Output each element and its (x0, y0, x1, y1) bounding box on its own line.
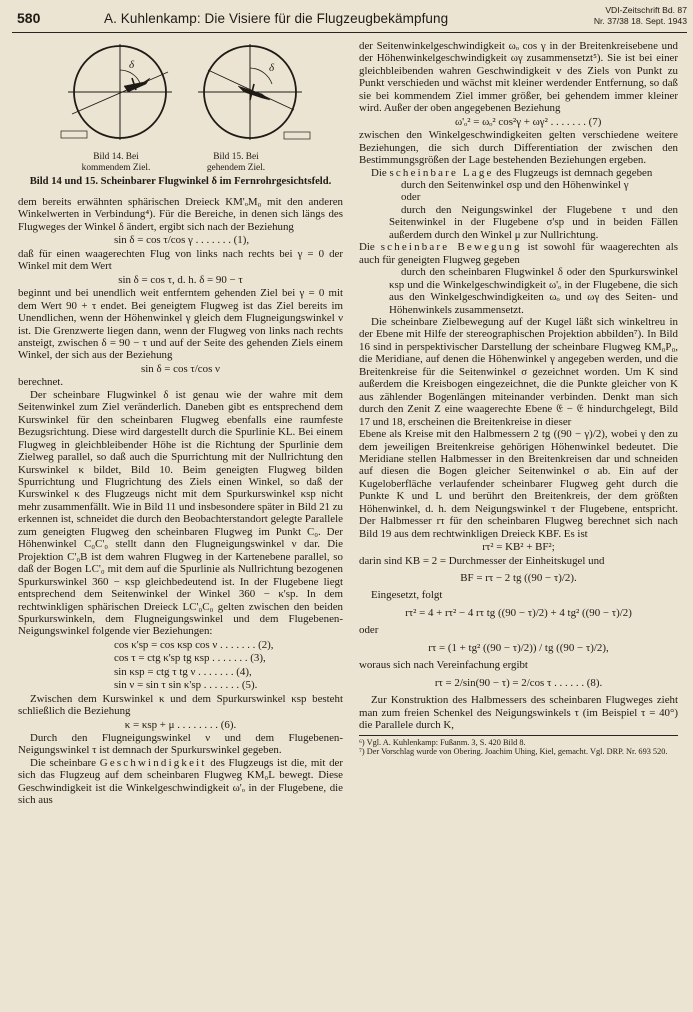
paragraph: woraus sich nach Vereinfachung ergibt (359, 659, 528, 672)
left-column (18, 40, 343, 807)
spaced-term: scheinbare Lage (389, 166, 494, 179)
equation: rτ² = KB² + BF²; (482, 541, 555, 554)
paragraph (18, 757, 343, 807)
paragraph: Die scheinbare Zielbewegung auf der Kugel läßt sich winkeltreu in der Ebene mit Hilfe der stereographischen Projektion abbilden⁷). In Bild 16 sind in perspektivischer Darstellung der scheinbare Flugweg KM₀P₀, die Meridiane, auf denen die Höhenwinkel γ angegeben werden, und die Breitenkreise für die Seitenwinkel σ gezeichnet worden. Um K sind außerdem die Kreisbogen eingezeichnet, die die Punkte gleicher von K aus zählender Bogenlängen miteinander verbinden. Denkt man sich durch den Zenit Z eine waagerechte Ebene 𝔈 − 𝔈 hindurchgelegt, Bild 17 und 18, erscheinen die Breitenkreise in dieser (359, 315, 678, 428)
page-header (12, 4, 687, 33)
figure-15-caption: Bild 15. Bei gehendem Ziel. (206, 152, 266, 173)
journal-line-1: VDI-Zeitschrift Bd. 87 (605, 5, 687, 15)
paragraph: darin sind KB = 2 = Durchmesser der Einheitskugel und (359, 554, 605, 567)
paragraph: Eingesetzt, folgt (371, 589, 443, 602)
equation-1: sin δ = cos τ/cos γ . . . . . . . (1), (114, 234, 250, 247)
paragraph: Durch den Flugneigungswinkel ν und dem Flugebenen-Neigungswinkel τ ist demnach der Spurkurswinkel gegeben. (18, 732, 343, 757)
page-number: 580 (17, 10, 41, 26)
figure-14-caption: Bild 14. Bei kommendem Ziel. (81, 152, 151, 173)
paragraph: Zwischen dem Kurswinkel κ und dem Spurkurswinkel κsp besteht schließlich die Beziehung (18, 692, 343, 718)
footnote-7: ⁷) Der Vorschlag wurde von Obering. Joachim Uhing, Kiel, gemacht. Vgl. DRP. Nr. 693 520. (359, 747, 668, 757)
paragraph: daß für einen waagerechten Flug von links nach rechts bei γ = 0 der Winkel mit dem Wert (18, 247, 343, 273)
spaced-term: Geschwindigkeit (99, 756, 207, 769)
text-run: des Flugzeugs ist demnach gegeben (493, 166, 653, 179)
reticle-15 (198, 44, 310, 140)
running-title: A. Kuhlenkamp: Die Visiere für die Flugzeugbekämpfung (104, 11, 449, 26)
equation-8: rτ = 2/sin(90 − τ) = 2/cos τ . . . . . . (8). (434, 676, 603, 689)
text-run: Die (359, 241, 381, 254)
journal-info (594, 5, 687, 26)
figure-14-15 (18, 40, 343, 176)
text-run: Die scheinbare (30, 756, 100, 769)
paragraph: dem bereits erwähnten sphärischen Dreieck KM'ₒM₀ mit den anderen Winkelwerten in Verbindung⁴). Für die Bereiche, in denen sich längs des Flugweges der Winkel δ ändert, ergibt sich nach der Beziehung (18, 196, 343, 233)
paragraph: beginnt und bei unendlich weit entferntem gehenden Ziel bei γ = 0 mit dem Wert 90 + τ endet. Bei geneigtem Flugweg ist das Ziel bereits im Unendlichen, wenn der Höhenwinkel γ gleich dem Flugneigungswinkel ν ist. Die Grenzwerte liegen dann, wenn der Flugweg von links nach rechts ansteigt, zwischen δ = 90 − τ und auf der Seite des gehenden Ziels einem Winkel, der sich aus der Beziehung (18, 287, 343, 362)
equation-6: κ = κsp + μ . . . . . . . . (6). (124, 718, 237, 731)
paragraph: Ebene als Kreise mit den Halbmessern 2 tg ((90 − γ)/2), wobei γ den zu dem jeweiligen Breitenkreise gehörigen Höhenwinkel bedeutet. Die Meridiane stellen Halbmesser in den Breitenkreisen dar und schneiden auf diesen die Bogen gleicher Seitenwinkel σ ab. Ein auf der Kugeloberfläche verlaufender scheinbarer Flugweg geht durch die Punkte K und L und berührt den Breitenkreis, der dem größten Höhenwinkel, d. h. dem Neigungswinkel τ der Flugebene, entspricht. Der Halbmesser rτ für den scheinbaren Flugweg berechnet sich nach Bild 19 aus dem rechtwinkligen Dreieck KBF. Es ist (359, 428, 678, 540)
figure-main-caption: Bild 14 und 15. Scheinbarer Flugwinkel δ im Fernrohrgesichtsfeld. (29, 176, 332, 187)
paragraph (359, 241, 678, 266)
text-run: Die (371, 166, 390, 179)
text-run: des Flugzeugs ist die, mit der sich das Flugzeug auf dem scheinbaren Flugweg KM₀L bewegt. Diese Geschwindigkeit ist die Winkelgeschwindigkeit ω'ₒ in der Flugebene, die sich aus (18, 756, 344, 807)
footnote-6: ⁶) Vgl. A. Kuhlenkamp: Fußanm. 3, S. 420 Bild 8. (359, 737, 526, 747)
right-column (359, 40, 678, 757)
delta-label-15: δ (269, 62, 275, 74)
indented-item: durch den Seitenwinkel σsp und den Höhenwinkel γ (401, 178, 629, 191)
text-run: ist sowohl für waagerechten als auch für geneigten Flugweg gegeben (359, 241, 678, 266)
paragraph: der Seitenwinkelgeschwindigkeit ωₒ cos γ in der Breitenkreisebene und der Höhenwinkelgeschwindigkeit ωγ zusammensetzt⁵). Sie ist bei einer gleichbleibenden wahren Geschwindigkeit v des Ziels von Punkt zu Punkt verschieden und wächst mit kleiner werdender Entfernung, so daß sie bei kommendem Ziel immer größer, bei gehendem immer kleiner wird. Außer der oben angegebenen Beziehung (359, 40, 678, 115)
delta-label-14: δ (129, 59, 135, 71)
indented-item: durch den scheinbaren Flugwinkel δ oder den Spurkurswinkel κsp und die Winkelgeschwindigkeit ω'ₒ in der Flugebene, die sich aus den Winkelgeschwindigkeiten ωₒ und ωγ des Seiten- und Höhenwinkels zusammensetzt. (389, 266, 678, 316)
equation-7: ω'ₒ² = ωₒ² cos²γ + ωγ² . . . . . . . (7) (455, 115, 602, 128)
indented-item: durch den Neigungswinkel der Flugebene τ und den Seitenwinkel in der Flugebene σ'sp und in beiden Fällen außerdem durch den Winkel μ zur Nullrichtung. (389, 203, 678, 241)
equation: rτ = (1 + tg² ((90 − τ)/2)) / tg ((90 − τ)/2), (428, 641, 609, 654)
equation-5: sin ν = sin τ sin κ'sp . . . . . . . (5). (114, 679, 258, 692)
equation-2: cos κ'sp = cos κsp cos ν . . . . . . . (2), (114, 638, 274, 651)
journal-line-2: Nr. 37/38 18. Sept. 1943 (593, 15, 687, 26)
equation: BF = rτ − 2 tg ((90 − τ)/2). (460, 572, 577, 585)
equation-4: sin κsp = ctg τ tg ν . . . . . . . (4), (114, 665, 252, 678)
equation: rτ² = 4 + rτ² − 4 rτ tg ((90 − τ)/2) + 4 tg² ((90 − τ)/2) (405, 606, 632, 619)
paragraph (359, 167, 678, 179)
paragraph: berechnet. (18, 376, 64, 389)
spaced-term: scheinbare Bewegung (380, 241, 522, 254)
indented-item: oder (401, 191, 421, 204)
equation-3: cos τ = ctg κ'sp tg κsp . . . . . . . (3), (114, 652, 266, 665)
reticle-diagrams (58, 40, 318, 152)
paragraph: zwischen den Winkelgeschwindigkeiten gelten verschiedene weitere Beziehungen, die sich durch Differentiation der zwischen den Bestimmungsgrößen der Lage bestehenden Beziehungen ergeben. (359, 129, 678, 167)
equation: sin δ = cos τ/cos ν (141, 362, 220, 375)
paragraph: Der scheinbare Flugwinkel δ ist genau wie der wahre mit dem Seitenwinkel zum Ziel veränderlich. Daneben gibt es entsprechend dem Kurswinkel für den scheinbaren Flugweg ebenfalls eine raumfeste Bezugsrichtung. Diese wird dargestellt durch die Spurlinie KL. Bei einem Flugweg in gleichbleibender Höhe ist die Richtung der Spurlinie dem Zielweg parallel, so daß auch die Spurrichtung mit der Nullrichtung den Kurswinkel κ bildet, Bild 10. Beim geneigten Flugweg bilden Spurrichtung und Flugrichtung des Ziels einen Winkel, so daß der Kurswinkel κ des Flugzeugs nicht mit dem Spurkurswinkel κsp nicht mehr zusammenfällt. Wie in Bild 11 und insbesondere später in Bild 21 zu erkennen ist, schneidet die durch den Beobachterstandort gelegte Parallele zum geneigten Flugweg den scheinbaren Flugweg im Punkt C₀. Der Höhenwinkel C₀C'₀ stellt dann den Flugneigungswinkel ν dar. Die Projektion C'₀B ist dem wahren Flugweg in der Kartenebene parallel, so daß der Bogen LC'₀ mit dem auf die Spurlinie als Nullrichtung bezogenen Spurkurswinkel 360 − κsp gleichbedeutend ist. In der Flugebene liegt entsprechend dem Seitenwinkel der Winkel 360 − κ'sp. In dem rechtwinkligen sphärischen Dreieck LC'₀C₀ gelten zwischen den beiden Spurkurswinkeln, dem Flugneigungswinkel und dem Flugebenen-Neigungswinkel folgende vier Beziehungen: (18, 388, 343, 638)
reticle-14 (61, 44, 172, 140)
footnotes (359, 735, 678, 757)
paragraph: oder (359, 624, 379, 637)
equation: sin δ = cos τ, d. h. δ = 90 − τ (118, 273, 243, 286)
paragraph: Zur Konstruktion des Halbmessers des scheinbaren Flugweges zieht man zum freien Schenkel des Neigungswinkels τ (im Beispiel τ = 40°) die Parallele durch K, (359, 694, 678, 732)
